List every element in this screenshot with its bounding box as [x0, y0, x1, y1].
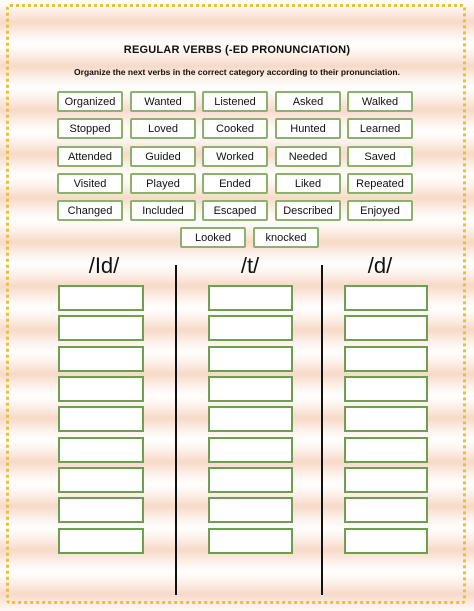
verb-card[interactable]: Visited	[57, 173, 123, 194]
verb-card[interactable]: Described	[275, 200, 341, 221]
answer-box-d[interactable]	[344, 437, 428, 463]
verb-card[interactable]: Stopped	[57, 118, 123, 139]
verb-card[interactable]: Ended	[202, 173, 268, 194]
verb-card[interactable]: Learned	[347, 118, 413, 139]
answer-box-t[interactable]	[208, 437, 293, 463]
answer-box-id[interactable]	[58, 346, 144, 372]
answer-box-t[interactable]	[208, 528, 293, 554]
verb-card[interactable]: Wanted	[130, 91, 196, 112]
answer-box-id[interactable]	[58, 437, 144, 463]
verb-card[interactable]: Played	[130, 173, 196, 194]
verb-card[interactable]: Asked	[275, 91, 341, 112]
answer-box-d[interactable]	[344, 406, 428, 432]
answer-box-id[interactable]	[58, 528, 144, 554]
verb-card[interactable]: Saved	[347, 146, 413, 167]
answer-box-d[interactable]	[344, 315, 428, 341]
answer-box-d[interactable]	[344, 528, 428, 554]
answer-box-id[interactable]	[58, 497, 144, 523]
answer-box-d[interactable]	[344, 285, 428, 311]
category-heading-d: /d/	[367, 253, 393, 278]
answer-box-t[interactable]	[208, 376, 293, 402]
instructions: Organize the next verbs in the correct category according to their pronunciation.	[74, 67, 400, 77]
verb-card[interactable]: Hunted	[275, 118, 341, 139]
verb-card[interactable]: Loved	[130, 118, 196, 139]
verb-card[interactable]: Changed	[57, 200, 123, 221]
verb-card[interactable]: Included	[130, 200, 196, 221]
page-title: REGULAR VERBS (-ED PRONUNCIATION)	[123, 44, 351, 56]
verb-card[interactable]: Cooked	[202, 118, 268, 139]
verb-card[interactable]: Repeated	[347, 173, 413, 194]
answer-box-d[interactable]	[344, 376, 428, 402]
verb-card[interactable]: Escaped	[202, 200, 268, 221]
verb-card[interactable]: Needed	[275, 146, 341, 167]
answer-box-d[interactable]	[344, 346, 428, 372]
verb-card[interactable]: Looked	[180, 227, 246, 248]
answer-box-t[interactable]	[208, 467, 293, 493]
verb-card[interactable]: Attended	[57, 146, 123, 167]
column-divider	[321, 265, 323, 595]
answer-box-id[interactable]	[58, 315, 144, 341]
answer-box-d[interactable]	[344, 467, 428, 493]
answer-box-id[interactable]	[58, 467, 144, 493]
verb-card[interactable]: Listened	[202, 91, 268, 112]
answer-box-t[interactable]	[208, 346, 293, 372]
answer-box-d[interactable]	[344, 497, 428, 523]
verb-card[interactable]: Enjoyed	[347, 200, 413, 221]
verb-card[interactable]: Liked	[275, 173, 341, 194]
verb-card[interactable]: Walked	[347, 91, 413, 112]
answer-box-t[interactable]	[208, 406, 293, 432]
answer-box-id[interactable]	[58, 376, 144, 402]
answer-box-id[interactable]	[58, 406, 144, 432]
answer-box-id[interactable]	[58, 285, 144, 311]
verb-card[interactable]: Worked	[202, 146, 268, 167]
answer-box-t[interactable]	[208, 497, 293, 523]
category-heading-t: /t/	[240, 253, 260, 278]
answer-box-t[interactable]	[208, 285, 293, 311]
verb-card[interactable]: Organized	[57, 91, 123, 112]
category-heading-id: /Id/	[88, 253, 120, 278]
verb-card[interactable]: Guided	[130, 146, 196, 167]
verb-card[interactable]: knocked	[253, 227, 319, 248]
answer-box-t[interactable]	[208, 315, 293, 341]
column-divider	[175, 265, 177, 595]
